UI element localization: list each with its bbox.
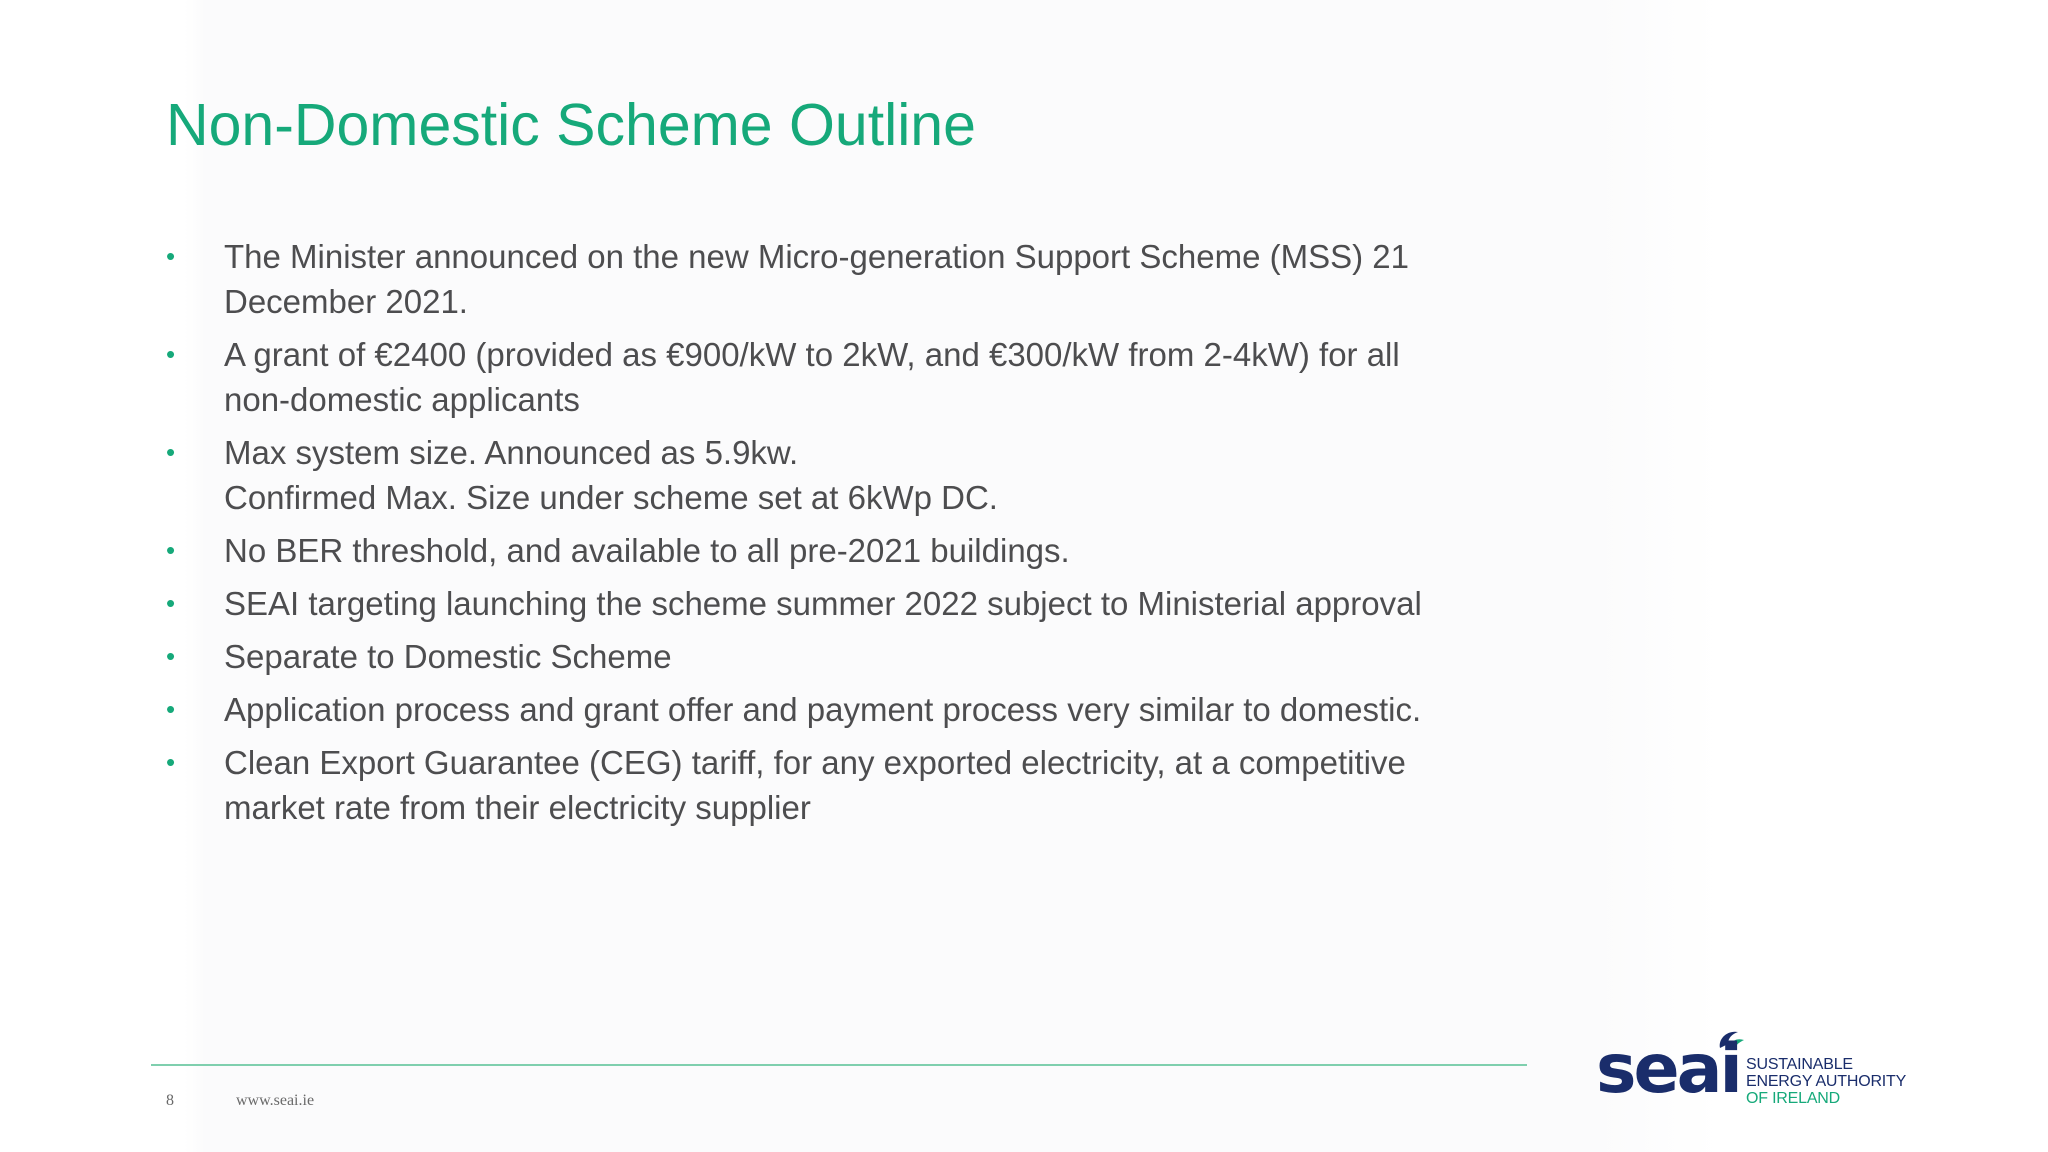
- bullet-item: [166, 332, 1506, 422]
- bullet-marker: •: [166, 241, 176, 271]
- bullet-marker: •: [166, 339, 176, 369]
- bullet-line: market rate from their electricity supplier: [224, 789, 811, 826]
- footer-url: www.seai.ie: [236, 1092, 315, 1109]
- bullet-line: non-domestic applicants: [224, 381, 580, 418]
- logo-wordmark: seai: [1596, 1030, 1740, 1109]
- bullet-marker: •: [166, 588, 176, 618]
- bullet-marker: •: [166, 641, 176, 671]
- bullet-item: [166, 430, 1506, 520]
- bullet-item: [166, 234, 1506, 324]
- logo-tagline-line: OF IRELAND: [1746, 1090, 1841, 1107]
- bullet-item: [166, 581, 1506, 626]
- bullet-line: Separate to Domestic Scheme: [224, 638, 672, 675]
- bullet-marker: •: [166, 747, 176, 777]
- bullet-list: [166, 234, 1506, 838]
- bullet-line: Application process and grant offer and payment process very similar to domestic.: [224, 691, 1422, 728]
- bullet-line: No BER threshold, and available to all pre-2021 buildings.: [224, 532, 1070, 569]
- bullet-line: A grant of €2400 (provided as €900/kW to 2kW, and €300/kW from 2-4kW) for all: [224, 336, 1400, 373]
- bullet-item: [166, 687, 1506, 732]
- bullet-line: December 2021.: [224, 283, 468, 320]
- bullet-item: [166, 528, 1506, 573]
- bullet-item: [166, 740, 1506, 830]
- bullet-marker: •: [166, 694, 176, 724]
- footer-divider: [151, 1064, 1527, 1066]
- bullet-line: SEAI targeting launching the scheme summer 2022 subject to Ministerial approval: [224, 585, 1422, 622]
- logo-tagline-line: ENERGY AUTHORITY: [1746, 1073, 1907, 1090]
- bullet-marker: •: [166, 437, 176, 467]
- bullet-marker: •: [166, 535, 176, 565]
- slide-title: Non-Domestic Scheme Outline: [166, 92, 976, 158]
- bullet-item: [166, 634, 1506, 679]
- bullet-line: Confirmed Max. Size under scheme set at 6kWp DC.: [224, 479, 998, 516]
- bullet-line: Clean Export Guarantee (CEG) tariff, for any exported electricity, at a competitive: [224, 744, 1406, 781]
- page-number: 8: [166, 1092, 174, 1109]
- seai-logo: [1596, 1026, 1906, 1110]
- bullet-line: Max system size. Announced as 5.9kw.: [224, 434, 799, 471]
- bullet-line: The Minister announced on the new Micro-generation Support Scheme (MSS) 21: [224, 238, 1409, 275]
- logo-tagline: [1746, 1056, 1906, 1107]
- logo-tagline-line: SUSTAINABLE: [1746, 1056, 1853, 1073]
